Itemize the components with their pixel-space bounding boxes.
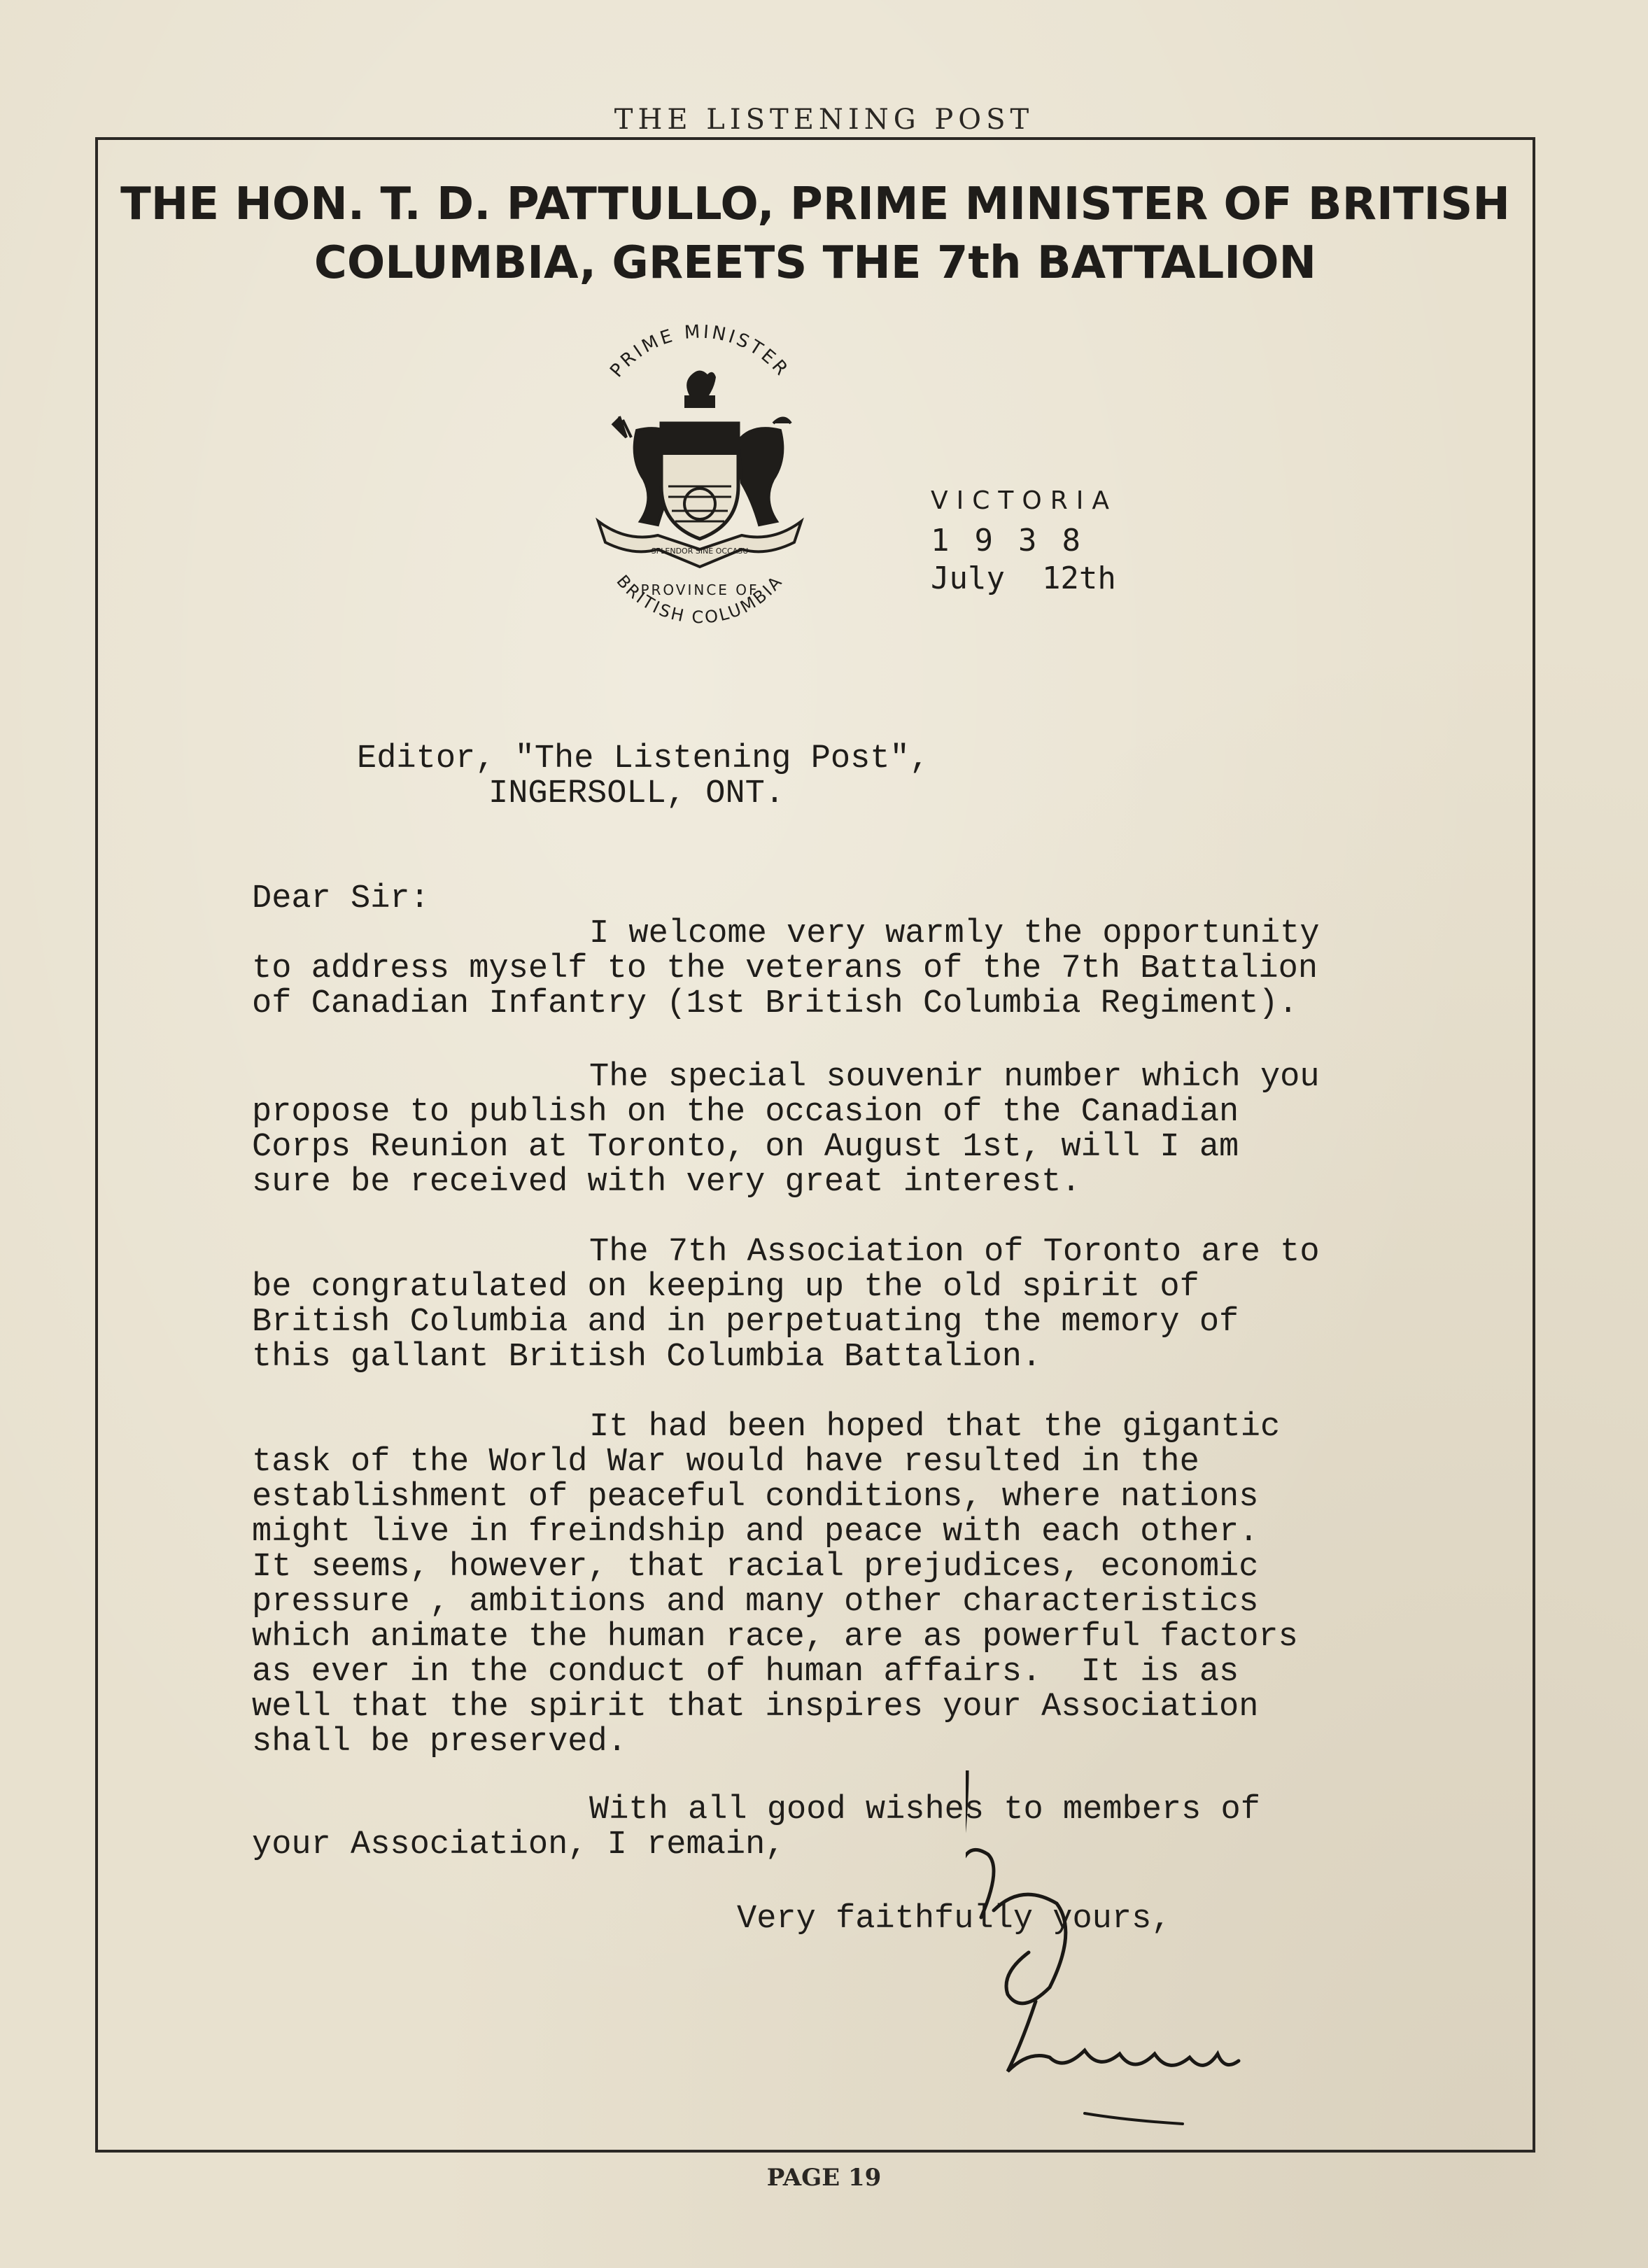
handwritten-signature — [966, 1770, 1288, 2134]
salutation: Dear Sir: — [252, 880, 430, 917]
paragraph-1-line-3: of Canadian Infantry (1st British Columbia Regiment). — [252, 985, 1298, 1022]
address-line-1: Editor, "The Listening Post", — [357, 740, 929, 777]
dateline-year: 1938 — [931, 523, 1106, 558]
paragraph-4-line-7: which animate the human race, are as powerful factors — [252, 1619, 1298, 1656]
paragraph-2-line-3: Corps Reunion at Toronto, on August 1st, will I am — [252, 1129, 1239, 1166]
paragraph-4-line-6: pressure , ambitions and many other characteristics — [252, 1584, 1259, 1621]
paragraph-3-line-4: this gallant British Columbia Battalion. — [252, 1339, 1042, 1376]
coat-of-arms-seal — [570, 318, 829, 640]
paragraph-2-line-2: propose to publish on the occasion of the Canadian — [252, 1094, 1239, 1131]
crest-bottom-line-2: BRITISH COLUMBIA — [612, 571, 787, 628]
paragraph-4-line-1: It had been hoped that the gigantic — [589, 1409, 1281, 1446]
paragraph-5-line-2: your Association, I remain, — [252, 1826, 785, 1864]
paragraph-3-line-2: be congratulated on keeping up the old spirit of — [252, 1269, 1199, 1306]
paragraph-4-line-10: shall be preserved. — [252, 1724, 627, 1761]
paragraph-4-line-5: It seems, however, that racial prejudices, economic — [252, 1549, 1259, 1586]
paragraph-4-line-9: well that the spirit that inspires your Association — [252, 1689, 1259, 1726]
coat-of-arms-icon — [570, 318, 829, 640]
headline-line-1: THE HON. T. D. PATTULLO, PRIME MINISTER OF BRITISH — [120, 178, 1510, 230]
address-line-2: INGERSOLL, ONT. — [488, 775, 785, 812]
headline — [95, 175, 1535, 293]
paragraph-1-line-2: to address myself to the veterans of the 7th Battalion — [252, 950, 1318, 987]
running-head: THE LISTENING POST — [614, 104, 1034, 136]
paragraph-4-line-2: task of the World War would have resulted in the — [252, 1444, 1199, 1481]
paragraph-4-line-4: might live in freindship and peace with each other. — [252, 1514, 1259, 1551]
paragraph-3-line-3: British Columbia and in perpetuating the memory of — [252, 1304, 1239, 1341]
paragraph-1-line-1: I welcome very warmly the opportunity — [589, 915, 1320, 952]
headline-line-2: COLUMBIA, GREETS THE 7th BATTALION — [314, 237, 1317, 289]
paragraph-5-line-1: With all good wishes to members of — [589, 1791, 1260, 1829]
crest-bottom-line-1: PROVINCE OF — [640, 582, 759, 598]
paragraph-2-line-4: sure be received with very great interest. — [252, 1164, 1081, 1201]
page-number: PAGE 19 — [766, 2164, 882, 2192]
dateline-city: VICTORIA — [931, 486, 1118, 515]
dateline-day: July 12th — [931, 561, 1116, 596]
signature-icon — [966, 1770, 1288, 2134]
crest-top-text: PRIME MINISTER — [606, 321, 794, 382]
closing: Very faithfully yours, — [737, 1901, 1171, 1938]
crest-motto: SPLENDOR SINE OCCASU — [651, 547, 749, 556]
paragraph-3-line-1: The 7th Association of Toronto are to — [589, 1234, 1320, 1271]
paragraph-4-line-8: as ever in the conduct of human affairs. It is as — [252, 1654, 1239, 1691]
svg-text:BRITISH COLUMBIA — [612, 571, 787, 627]
dateline — [931, 486, 1118, 598]
paragraph-2-line-1: The special souvenir number which you — [589, 1059, 1320, 1096]
paragraph-4-line-3: establishment of peaceful conditions, where nations — [252, 1479, 1259, 1516]
